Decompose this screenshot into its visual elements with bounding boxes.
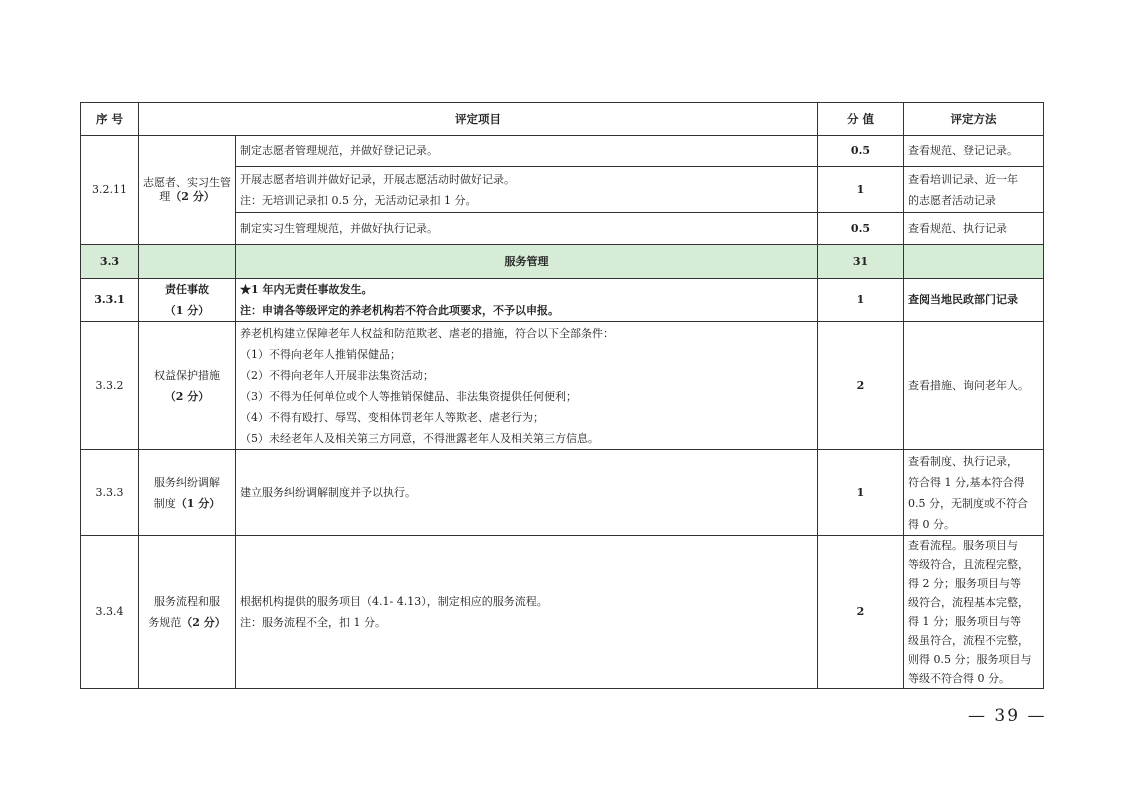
page-number: — 39 — bbox=[968, 706, 1047, 726]
item-text: ★1 年内无责任事故发生。 注：申请各等级评定的养老机构若不符合此项要求，不予以申报。 bbox=[236, 279, 818, 322]
item-name: 志愿者、实习生管理（2 分） bbox=[139, 136, 236, 245]
section-empty bbox=[139, 245, 236, 279]
score: 1 bbox=[818, 450, 904, 536]
table-row bbox=[81, 322, 1044, 450]
method: 查看规范、执行记录 bbox=[904, 213, 1044, 245]
section-number: 3.3 bbox=[81, 245, 139, 279]
section-method-empty bbox=[904, 245, 1044, 279]
item-name: 权益保护措施 （2 分） bbox=[139, 322, 236, 450]
score: 1 bbox=[818, 167, 904, 213]
table-row bbox=[81, 450, 1044, 536]
header-score: 分 值 bbox=[818, 103, 904, 136]
table-row bbox=[81, 279, 1044, 322]
evaluation-table bbox=[80, 102, 1044, 689]
score: 0.5 bbox=[818, 213, 904, 245]
method: 查看培训记录、近一年 的志愿者活动记录 bbox=[904, 167, 1044, 213]
item-name: 服务流程和服 务规范（2 分） bbox=[139, 536, 236, 689]
item-text: 养老机构建立保障老年人权益和防范欺老、虐老的措施，符合以下全部条件： （1）不得向老年人推销保健品； （2）不得向老年人开展非法集资活动； （3）不得为任何单位或个人等推销保健品、非法集资提供任何便利； （4）不得有殴打、辱骂、变相体罚老年人等欺老、虐老行为； （5）未经老年人及相关第三方同意，不得泄露老年人及相关第三方信息。 bbox=[236, 322, 818, 450]
method: 查看制度、执行记录， 符合得 1 分,基本符合得 0.5 分，无制度或不符合 得 0 分。 bbox=[904, 450, 1044, 536]
section-row bbox=[81, 245, 1044, 279]
row-number: 3.2.11 bbox=[81, 136, 139, 245]
item-name: 责任事故 （1 分） bbox=[139, 279, 236, 322]
method: 查看流程。服务项目与 等级符合，且流程完整， 得 2 分；服务项目与等 级符合，流程基本完整， 得 1 分；服务项目与等 级虽符合，流程不完整， 则得 0.5 分；服务项目与 等级不符合得 0 分。 bbox=[904, 536, 1044, 689]
table-row bbox=[81, 136, 1044, 167]
item-text: 制定志愿者管理规范，并做好登记记录。 bbox=[236, 136, 818, 167]
header-method: 评定方法 bbox=[904, 103, 1044, 136]
section-title: 服务管理 bbox=[236, 245, 818, 279]
method: 查看措施、询问老年人。 bbox=[904, 322, 1044, 450]
row-number: 3.3.1 bbox=[81, 279, 139, 322]
method: 查阅当地民政部门记录 bbox=[904, 279, 1044, 322]
method: 查看规范、登记记录。 bbox=[904, 136, 1044, 167]
item-text: 制定实习生管理规范，并做好执行记录。 bbox=[236, 213, 818, 245]
header-no: 序 号 bbox=[81, 103, 139, 136]
table-row bbox=[81, 536, 1044, 689]
table-header-row bbox=[81, 103, 1044, 136]
item-text: 开展志愿者培训并做好记录，开展志愿活动时做好记录。 注：无培训记录扣 0.5 分，无活动记录扣 1 分。 bbox=[236, 167, 818, 213]
score: 0.5 bbox=[818, 136, 904, 167]
header-item: 评定项目 bbox=[139, 103, 818, 136]
item-text: 根据机构提供的服务项目（4.1- 4.13），制定相应的服务流程。 注：服务流程不全，扣 1 分。 bbox=[236, 536, 818, 689]
row-number: 3.3.4 bbox=[81, 536, 139, 689]
section-score: 31 bbox=[818, 245, 904, 279]
score: 1 bbox=[818, 279, 904, 322]
score: 2 bbox=[818, 322, 904, 450]
score: 2 bbox=[818, 536, 904, 689]
row-number: 3.3.3 bbox=[81, 450, 139, 536]
row-number: 3.3.2 bbox=[81, 322, 139, 450]
item-text: 建立服务纠纷调解制度并予以执行。 bbox=[236, 450, 818, 536]
item-name: 服务纠纷调解 制度（1 分） bbox=[139, 450, 236, 536]
